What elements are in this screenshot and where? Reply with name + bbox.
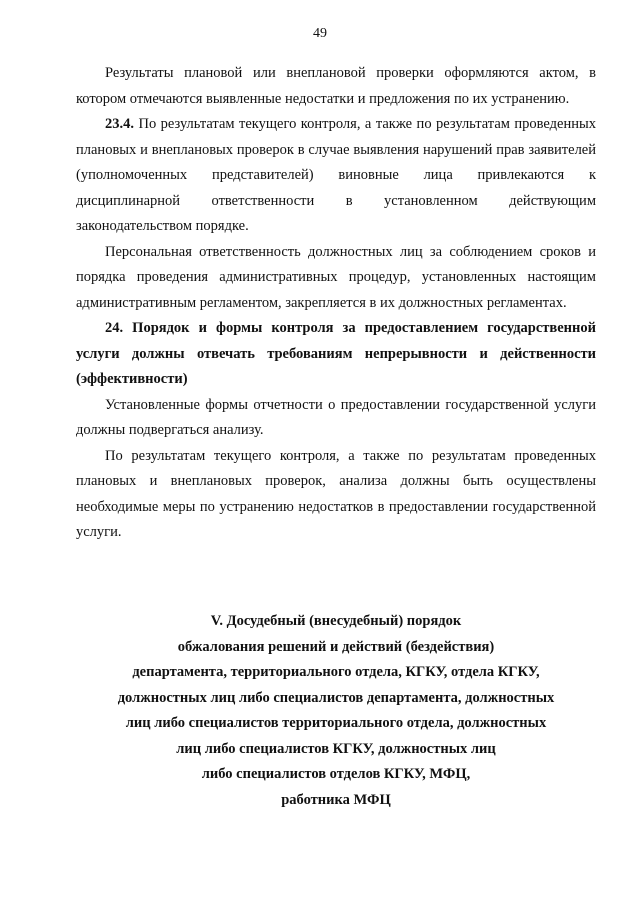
section-title-line: департамента, территориального отдела, КГКУ, отдела КГКУ, xyxy=(132,664,540,680)
section-title-line: должностных лиц либо специалистов департамента, должностных xyxy=(117,689,555,706)
section-title-line: лиц либо специалистов КГКУ, должностных лиц xyxy=(176,740,496,757)
section-title-line: V. Досудебный (внесудебный) порядок xyxy=(210,613,462,629)
section-title-line: либо специалистов отделов КГКУ, МФЦ, xyxy=(201,766,471,782)
document-body xyxy=(76,61,596,546)
paragraph-inspection-act: Результаты плановой или внеплановой проверки оформляются актом, в котором отмечаются выявленные недостатки и предложения по их устранению. xyxy=(76,65,596,107)
paragraph-reporting-forms: Установленные формы отчетности о предоставлении государственной услуги должны подвергаться анализу. xyxy=(76,396,596,438)
page-number: 49 xyxy=(313,26,327,41)
clause-text: По результатам текущего контроля, а также по результатам проведенных плановых и внеплановых проверок в случае выявления нарушений прав заявителей (уполномоченных представителей) виновные лица привлекаются к дисциплинарной ответственности в установленном действующим законодательством порядке. xyxy=(76,116,596,234)
section-v-title xyxy=(76,609,596,813)
paragraph-23-4 xyxy=(76,112,596,240)
paragraph-personal-responsibility: Персональная ответственность должностных лиц за соблюдением сроков и порядка проведения административных процедур, установленных настоящим административным регламентом, закрепляется в их должностных регламентах. xyxy=(76,243,596,311)
section-title-line: лиц либо специалистов территориального отдела, должностных xyxy=(125,715,547,731)
section-title-line: обжалования решений и действий (бездействия) xyxy=(177,638,495,655)
clause-number: 23.4. xyxy=(105,116,134,132)
heading-24: 24. Порядок и формы контроля за предоставлением государственной услуги должны отвечать требованиям непрерывности и действенности (эффективности) xyxy=(76,320,596,387)
section-title-line: работника МФЦ xyxy=(281,791,391,808)
paragraph-corrective-measures: По результатам текущего контроля, а также по результатам проведенных плановых и внеплановых проверок, анализа должны быть осуществлены необходимые меры по устранению недостатков в предоставлении государственной услуги. xyxy=(76,447,596,540)
